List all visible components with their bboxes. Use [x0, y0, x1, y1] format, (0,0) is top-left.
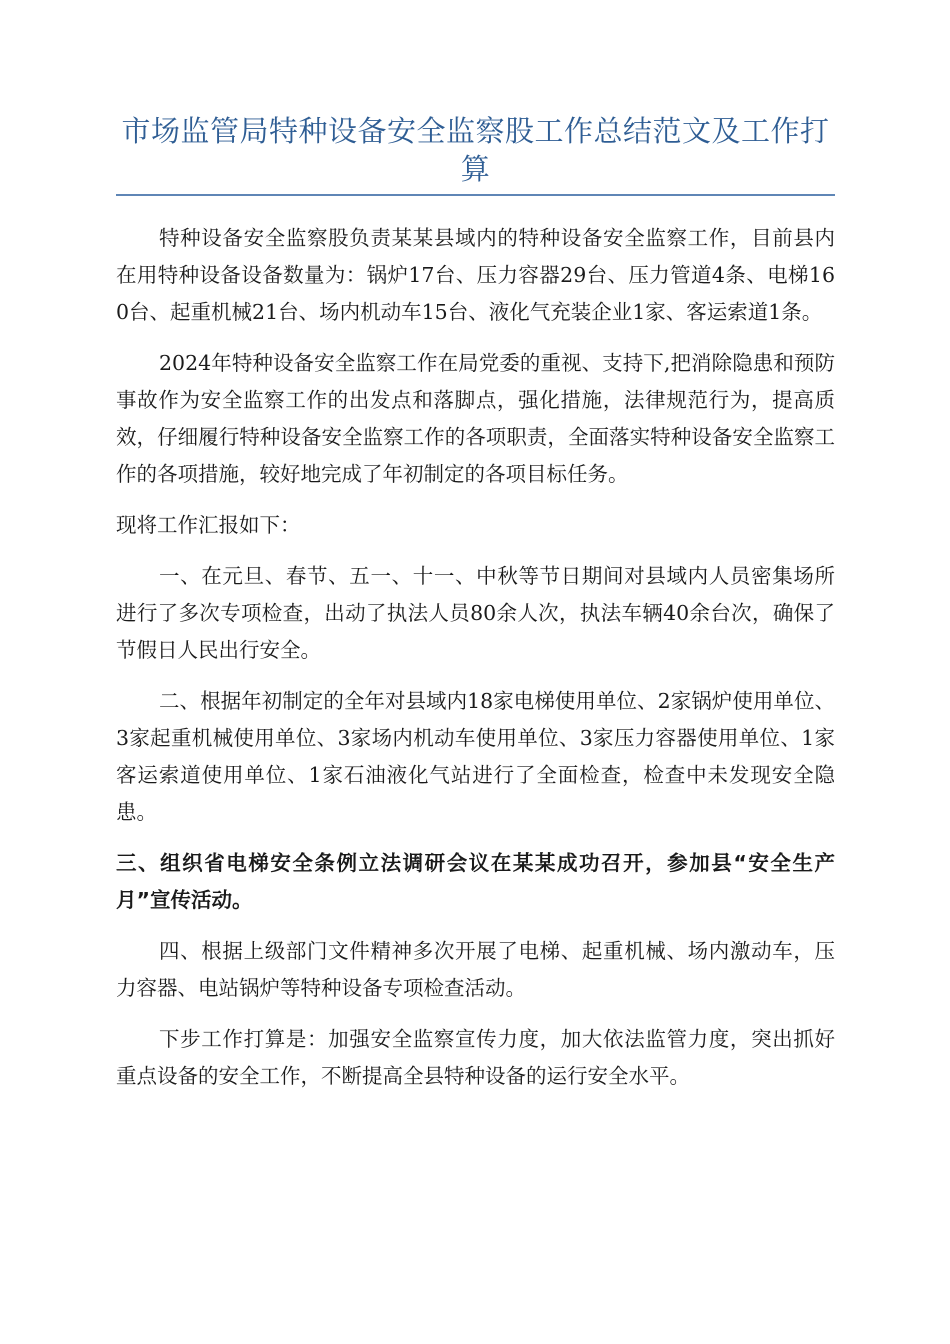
paragraph-next-plan: 下步工作打算是：加强安全监察宣传力度，加大依法监管力度，突出抓好重点设备的安全工作，不断提高全县特种设备的运行安全水平。	[116, 1027, 835, 1088]
paragraph-item-three: 三、组织省电梯安全条例立法调研会议在某某成功召开，参加县“安全生产月”宣传活动。	[116, 851, 835, 912]
paragraph-equipment-inventory: 特种设备安全监察股负责某某县域内的特种设备安全监察工作，目前县内在用特种设备设备数量为：锅炉17台、压力容器29台、压力管道4条、电梯160台、起重机械21台、场内机动车15台、液化气充装企业1家、客运索道1条。	[116, 226, 835, 324]
document-page	[116, 112, 835, 1109]
paragraph-item-two: 二、根据年初制定的全年对县域内18家电梯使用单位、2家锅炉使用单位、3家起重机械使用单位、3家场内机动车使用单位、3家压力容器使用单位、1家客运索道使用单位、1家石油液化气站进行了全面检查，检查中未发现安全隐患。	[116, 689, 835, 824]
document-title: 市场监管局特种设备安全监察股工作总结范文及工作打算	[121, 114, 830, 186]
paragraph-item-one: 一、在元旦、春节、五一、十一、中秋等节日期间对县域内人员密集场所进行了多次专项检查，出动了执法人员80余人次，执法车辆40余台次，确保了节假日人民出行安全。	[116, 564, 835, 662]
paragraph-report-intro: 现将工作汇报如下：	[116, 513, 301, 537]
paragraph-item-four: 四、根据上级部门文件精神多次开展了电梯、起重机械、场内激动车，压力容器、电站锅炉等特种设备专项检查活动。	[116, 939, 835, 1000]
paragraph-annual-overview: 2024年特种设备安全监察工作在局党委的重视、支持下,把消除隐患和预防事故作为安全监察工作的出发点和落脚点，强化措施，法律规范行为，提高质效，仔细履行特种设备安全监察工作的各项职责，全面落实特种设备安全监察工作的各项措施，较好地完成了年初制定的各项目标任务。	[116, 351, 835, 486]
title-divider	[116, 194, 835, 196]
